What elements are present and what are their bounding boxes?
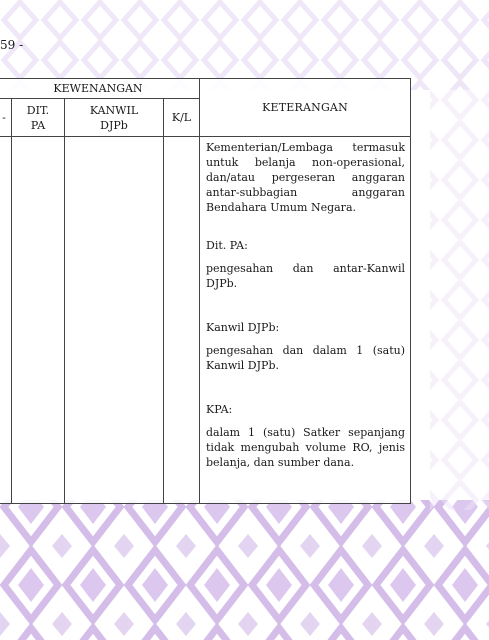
cut-off-column-header: - [0,99,12,137]
header-row-1 [0,79,411,99]
keterangan-cell [200,137,411,504]
dit-pa-header-line1: DIT. [26,103,50,117]
authority-table [0,78,411,504]
kanwil-header-line1: KANWIL [89,103,139,117]
kewenangan-header: KEWENANGAN [0,79,200,99]
kanwil-text: pengesahan dan dalam 1 (satu) Kanwil DJPb. [206,344,405,372]
kanwil-header [65,99,164,137]
keterangan-paragraph-1: Kementerian/Lembaga termasuk untuk belanja non-operasional, dan/atau pergeseran anggaran antar-subbagian anggaran Bendahara Umum Negara. [206,141,405,214]
dit-pa-header-line2: PA [30,118,46,132]
kanwil-header-line2: DJPb [100,118,128,132]
kl-cell [164,137,200,504]
page-number: 59 - [0,38,24,52]
keterangan-header: KETERANGAN [200,79,411,137]
dit-pa-cell [12,137,65,504]
dit-pa-header [12,99,65,137]
dit-pa-text: pengesahan dan antar-Kanwil DJPb. [206,262,405,290]
dit-pa-label: Dit. PA: [206,239,248,252]
kanwil-cell [65,137,164,504]
kl-header: K/L [164,99,200,137]
body-row [0,137,411,504]
kpa-label: KPA: [206,403,233,416]
cut-off-column-cell [0,137,12,504]
kpa-text: dalam 1 (satu) Satker sepanjang tidak mengubah volume RO, jenis belanja, dan sumber dana. [206,426,405,469]
kanwil-label: Kanwil DJPb: [206,321,280,334]
